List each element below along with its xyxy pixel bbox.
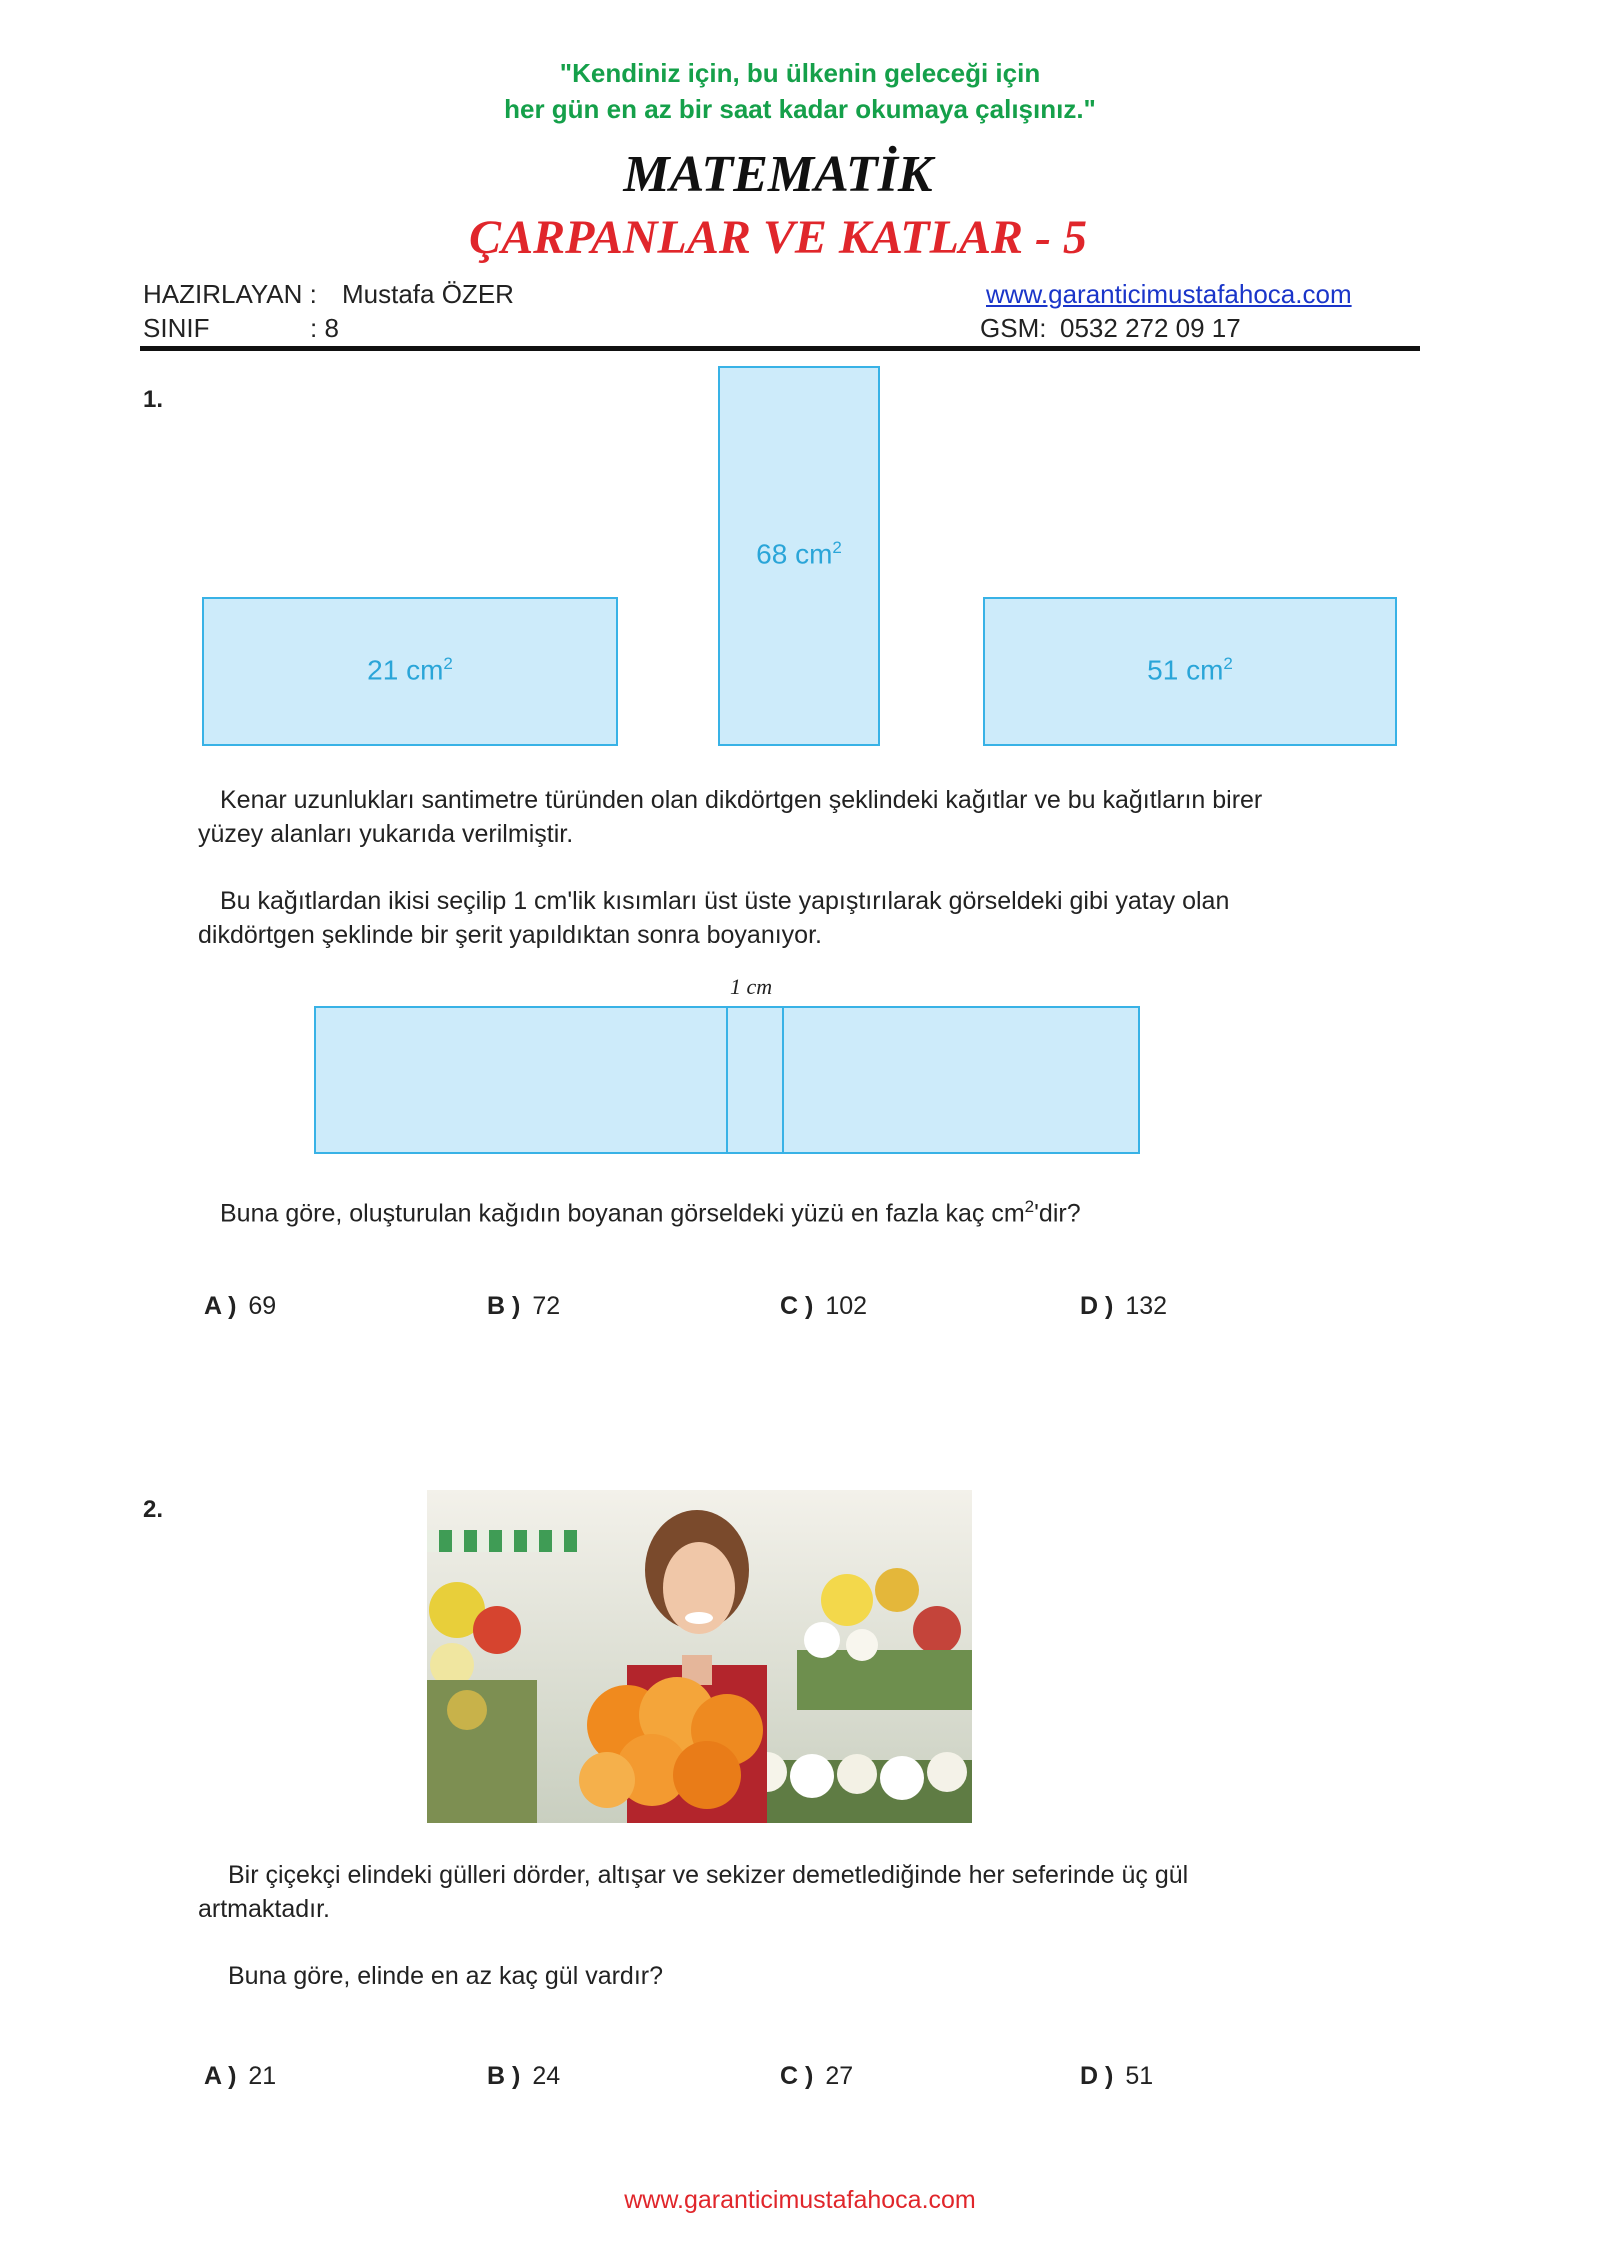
prepared-by-label: HAZIRLAYAN :: [143, 279, 317, 309]
combined-strip: [314, 1006, 1140, 1154]
class-label: SINIF: [143, 313, 210, 343]
q1-option-a[interactable]: A ) 69: [204, 1292, 277, 1320]
overlap-region: [726, 1006, 784, 1154]
q2-option-b[interactable]: B ) 24: [487, 2062, 561, 2090]
prepared-by-value: Mustafa ÖZER: [342, 279, 514, 309]
gsm-value: 0532 272 09 17: [1060, 313, 1241, 343]
q2-paragraph1-line2: artmaktadır.: [198, 1895, 330, 1923]
footer-website[interactable]: www.garanticimustafahoca.com: [624, 2186, 976, 2214]
gsm-label: GSM:: [980, 313, 1047, 343]
q1-option-d[interactable]: D ) 132: [1080, 1292, 1168, 1320]
paper-rect-51: [983, 597, 1397, 746]
question-1-number: 1.: [143, 386, 164, 413]
question-2-number: 2.: [143, 1496, 164, 1523]
q1-question: Buna göre, oluşturulan kağıdın boyanan görseldeki yüzü en fazla kaç $cm^2'dir$?: [220, 1197, 1081, 1228]
florist-photo: [427, 1490, 972, 1823]
paper-rect-68-label: 68 $cm^2$: [756, 538, 842, 570]
header-divider: [140, 346, 1420, 351]
q1-option-b[interactable]: B ) 72: [487, 1292, 561, 1320]
paper-rect-68: [718, 366, 880, 746]
q1-option-c[interactable]: C ) 102: [780, 1292, 868, 1320]
q1-paragraph1-line2: yüzey alanları yukarıda verilmiştir.: [198, 820, 574, 848]
q2-paragraph1-line1: Bir çiçekçi elindeki gülleri dörder, altışar ve sekizer demetlediğinde her seferinde üç gül: [228, 1861, 1189, 1889]
website-link[interactable]: www.garanticimustafahoca.com: [986, 279, 1352, 309]
paper-rect-21: [202, 597, 618, 746]
motivational-quote-line2: her gün en az bir saat kadar okumaya çalışınız.": [504, 94, 1096, 124]
q1-paragraph1-line1: Kenar uzunlukları santimetre türünden olan dikdörtgen şeklindeki kağıtlar ve bu kağıtların birer: [220, 786, 1263, 814]
motivational-quote-line1: "Kendiniz için, bu ülkenin geleceği için: [559, 58, 1041, 88]
q2-option-c[interactable]: C ) 27: [780, 2062, 854, 2090]
class-value: : 8: [310, 313, 339, 343]
q1-paragraph2-line1: Bu kağıtlardan ikisi seçilip 1 cm'lik kısımları üst üste yapıştırılarak görseldeki gibi yatay olan: [220, 887, 1230, 915]
q1-paragraph2-line2: dikdörtgen şeklinde bir şerit yapıldıktan sonra boyanıyor.: [198, 921, 822, 949]
q2-option-a[interactable]: A ) 21: [204, 2062, 277, 2090]
overlap-label: 1 cm: [730, 974, 773, 999]
topic-title: ÇARPANLAR VE KATLAR - 5: [469, 211, 1087, 264]
subject-title: MATEMATİK: [623, 146, 933, 203]
q2-option-d[interactable]: D ) 51: [1080, 2062, 1154, 2090]
paper-rect-51-label: 51 $cm^2$: [1147, 654, 1233, 686]
q2-question: Buna göre, elinde en az kaç gül vardır?: [228, 1962, 663, 1990]
paper-rect-21-label: 21 $cm^2$: [367, 654, 453, 686]
